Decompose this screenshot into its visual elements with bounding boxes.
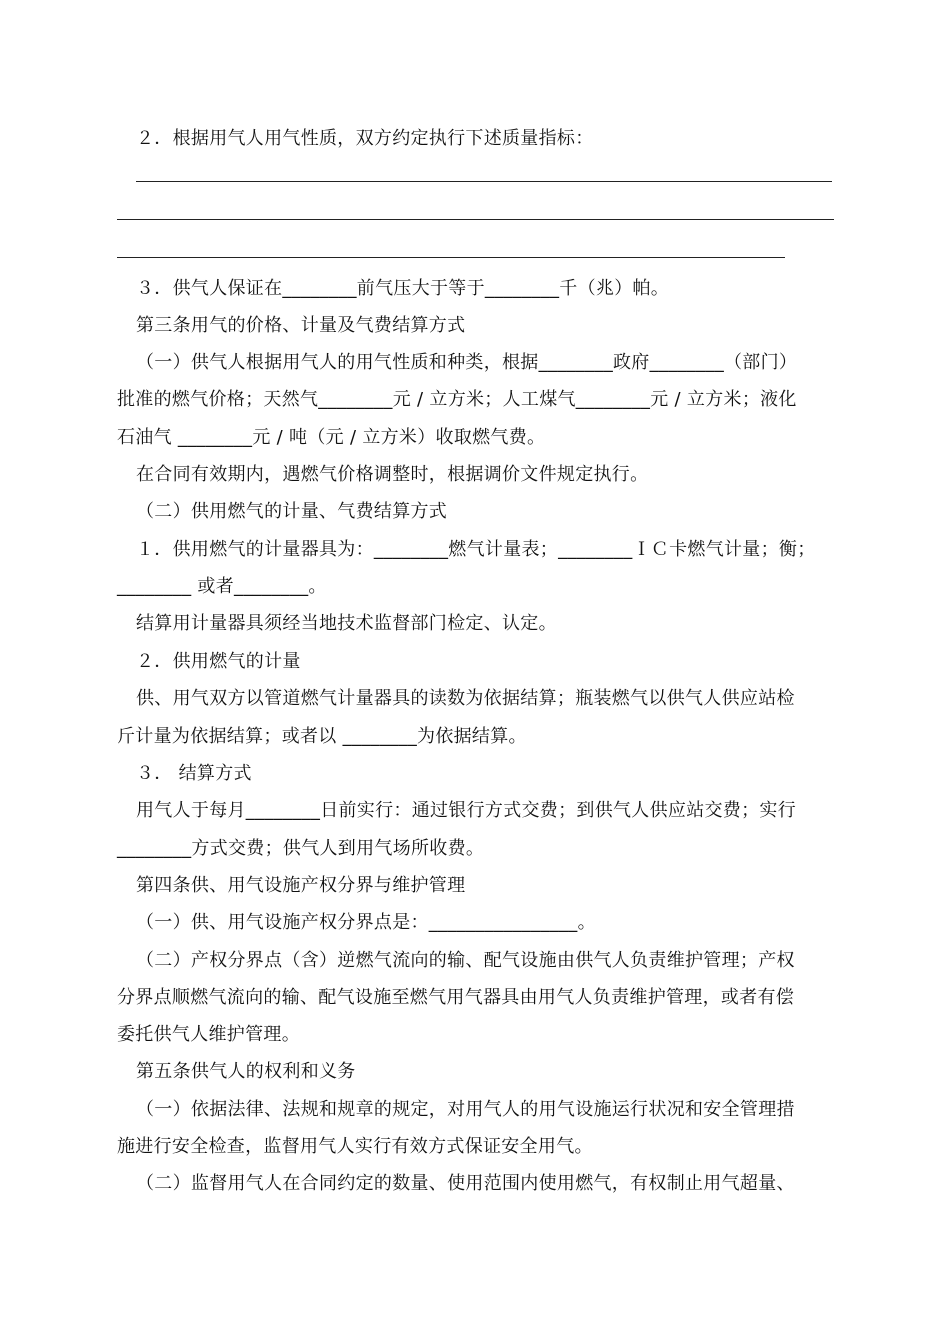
metering-paragraph-line-2: 斤计量为依据结算；或者以 ________为依据结算。 — [117, 726, 527, 747]
inspection-paragraph-line-2: 施进行安全检查，监督用气人实行有效方式保证安全用气。 — [117, 1136, 593, 1157]
meter-verification-paragraph: 结算用计量器具须经当地技术监督部门检定、认定。 — [136, 613, 557, 634]
clause-2-quality-indicator: ２．根据用气人用气性质，双方约定执行下述质量指标： — [136, 128, 594, 149]
article-4-heading: 第四条供、用气设施产权分界与维护管理 — [136, 875, 466, 896]
maintenance-paragraph-line-2: 分界点顺燃气流向的输、配气设施至燃气用气器具由用气人负责维护管理，或者有偿 — [117, 987, 795, 1008]
settlement-paragraph-line-1: 用气人于每月________日前实行：通过银行方式交费；到供气人供应站交费；实行 — [136, 800, 796, 821]
maintenance-paragraph-line-3: 委托供气人维护管理。 — [117, 1024, 300, 1045]
blank-line-2 — [117, 219, 834, 220]
demarcation-point-paragraph: （一）供、用气设施产权分界点是：________________。 — [136, 912, 596, 933]
article-3-heading: 第三条用气的价格、计量及气费结算方式 — [136, 315, 466, 336]
blank-line-3 — [117, 257, 785, 258]
maintenance-paragraph-line-1: （二）产权分界点（含）逆燃气流向的输、配气设施由供气人负责维护管理；产权 — [136, 950, 795, 971]
price-paragraph-line-2: 批准的燃气价格；天然气________元 / 立方米；人工煤气________元 / 立方米；液化 — [117, 389, 797, 410]
settlement-heading: ３． 结算方式 — [136, 763, 252, 784]
clause-3-pressure: ３．供气人保证在________前气压大于等于________千（兆）帕。 — [136, 278, 670, 299]
meter-paragraph-line-1: １．供用燃气的计量器具为：________燃气计量表；________ＩＣ卡燃气计量；衡； — [136, 539, 816, 560]
blank-line-1 — [136, 181, 832, 182]
article-5-heading: 第五条供气人的权利和义务 — [136, 1061, 356, 1082]
metering-paragraph-line-1: 供、用气双方以管道燃气计量器具的读数为依据结算；瓶装燃气以供气人供应站检 — [136, 688, 795, 709]
inspection-paragraph-line-1: （一）依据法律、法规和规章的规定，对用气人的用气设施运行状况和安全管理措 — [136, 1099, 795, 1120]
supervision-paragraph-line-1: （二）监督用气人在合同约定的数量、使用范围内使用燃气，有权制止用气超量、 — [136, 1173, 795, 1194]
price-adjustment-paragraph: 在合同有效期内，遇燃气价格调整时，根据调价文件规定执行。 — [136, 464, 649, 485]
price-paragraph-line-3: 石油气 ________元 / 吨（元 / 立方米）收取燃气费。 — [117, 427, 546, 448]
settlement-paragraph-line-2: ________方式交费；供气人到用气场所收费。 — [117, 838, 485, 859]
section-2-heading: （二）供用燃气的计量、气费结算方式 — [136, 501, 448, 522]
metering-heading: ２．供用燃气的计量 — [136, 651, 301, 672]
price-paragraph-line-1: （一）供气人根据用气人的用气性质和种类，根据________政府________（部门） — [136, 352, 798, 373]
meter-paragraph-line-2: ________ 或者________。 — [117, 576, 327, 597]
